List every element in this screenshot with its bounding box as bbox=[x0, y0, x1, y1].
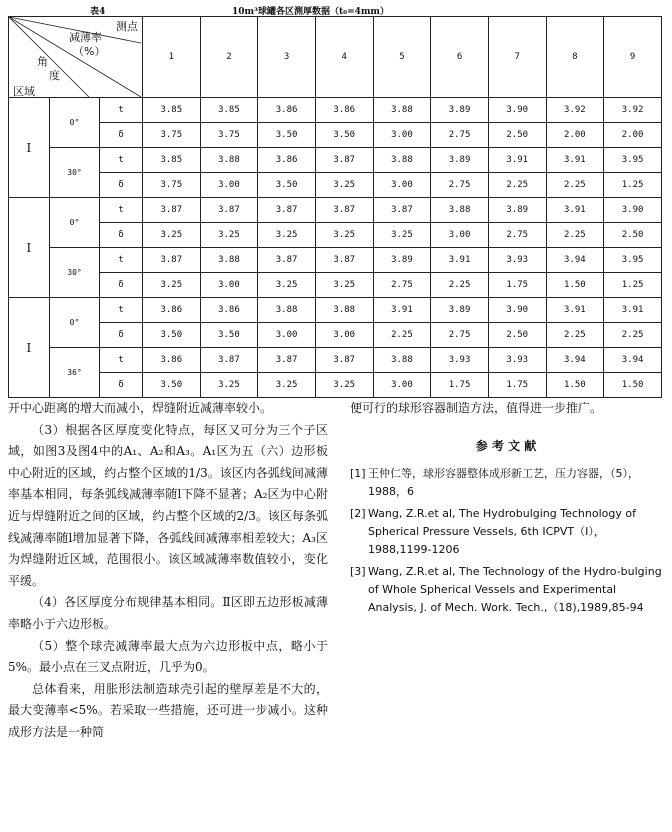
reference-number: [1] bbox=[350, 467, 366, 481]
zone-label: I bbox=[9, 98, 50, 198]
table-cell: 3.50 bbox=[258, 173, 316, 198]
reference-number: [3] bbox=[350, 565, 366, 579]
table-cell: 2.75 bbox=[431, 323, 489, 348]
angle-label: 0° bbox=[49, 298, 100, 348]
table-cell: 3.93 bbox=[431, 348, 489, 373]
table-cell: 3.25 bbox=[142, 223, 200, 248]
table-cell: 3.93 bbox=[488, 248, 546, 273]
table-cell: 3.87 bbox=[258, 248, 316, 273]
table-cell: 3.25 bbox=[315, 373, 373, 398]
table-cell: 3.87 bbox=[315, 198, 373, 223]
zone-label: I bbox=[9, 198, 50, 298]
table-cell: 1.50 bbox=[546, 373, 604, 398]
table-cell: 2.75 bbox=[373, 273, 431, 298]
table-cell: 3.92 bbox=[546, 98, 604, 123]
table-row bbox=[9, 323, 662, 348]
table-cell: 3.87 bbox=[142, 198, 200, 223]
header-points: 测点 bbox=[115, 20, 138, 33]
table-cell: 3.94 bbox=[546, 348, 604, 373]
table-cell: 3.88 bbox=[373, 98, 431, 123]
table-cell: 3.88 bbox=[315, 298, 373, 323]
table-cell: 2.25 bbox=[546, 173, 604, 198]
table-cell: 2.25 bbox=[373, 323, 431, 348]
point-header: 8 bbox=[546, 17, 604, 98]
table-cell: 3.25 bbox=[315, 223, 373, 248]
table-cell: 3.87 bbox=[200, 198, 258, 223]
table-cell: 3.88 bbox=[373, 148, 431, 173]
row-symbol: t bbox=[100, 198, 143, 223]
reference-item bbox=[350, 465, 662, 501]
row-symbol: δ bbox=[100, 223, 143, 248]
point-header: 5 bbox=[373, 17, 431, 98]
table-cell: 3.91 bbox=[546, 198, 604, 223]
angle-label: 0° bbox=[49, 98, 100, 148]
table-cell: 3.25 bbox=[315, 173, 373, 198]
table-cell: 3.89 bbox=[373, 248, 431, 273]
table-cell: 3.00 bbox=[200, 173, 258, 198]
table-cell: 3.75 bbox=[200, 123, 258, 148]
table-cell: 1.25 bbox=[604, 173, 662, 198]
table-cell: 3.90 bbox=[488, 298, 546, 323]
table-header-row bbox=[9, 17, 662, 98]
table-cell: 3.75 bbox=[142, 123, 200, 148]
table-row bbox=[9, 373, 662, 398]
table-row bbox=[9, 223, 662, 248]
row-symbol: δ bbox=[100, 323, 143, 348]
table-cell: 3.75 bbox=[142, 173, 200, 198]
table-cell: 3.50 bbox=[258, 123, 316, 148]
table-cell: 2.25 bbox=[488, 173, 546, 198]
table-cell: 3.50 bbox=[142, 323, 200, 348]
table-cell: 3.25 bbox=[315, 273, 373, 298]
table-cell: 3.91 bbox=[431, 248, 489, 273]
row-symbol: δ bbox=[100, 123, 143, 148]
body-paragraph: 开中心距离的增大而减小，焊缝附近减薄率较小。 bbox=[8, 401, 273, 415]
reference-text: Wang, Z.R.et al, The Technology of the Hydro-bulging of Whole Spherical Vessels and Experimental Analysis, J. of Mech. Work. Tech.,（18),1989,85-94 bbox=[368, 565, 662, 615]
row-symbol: t bbox=[100, 98, 143, 123]
right-text-column bbox=[350, 398, 662, 621]
point-header: 7 bbox=[488, 17, 546, 98]
table-cell: 3.00 bbox=[258, 323, 316, 348]
table-cell: 3.88 bbox=[200, 148, 258, 173]
table-cell: 2.75 bbox=[488, 223, 546, 248]
table-cell: 3.94 bbox=[546, 248, 604, 273]
row-symbol: t bbox=[100, 248, 143, 273]
table-cell: 3.91 bbox=[604, 298, 662, 323]
table-row bbox=[9, 123, 662, 148]
table-cell: 3.50 bbox=[142, 373, 200, 398]
point-header: 4 bbox=[315, 17, 373, 98]
point-header: 1 bbox=[142, 17, 200, 98]
table-cell: 2.00 bbox=[604, 123, 662, 148]
table-row bbox=[9, 98, 662, 123]
header-region: 区域 bbox=[13, 85, 35, 98]
table-cell: 3.89 bbox=[488, 198, 546, 223]
table-cell: 2.25 bbox=[604, 323, 662, 348]
table-cell: 3.90 bbox=[604, 198, 662, 223]
table-cell: 2.25 bbox=[431, 273, 489, 298]
table-cell: 3.87 bbox=[258, 198, 316, 223]
table-cell: 3.95 bbox=[604, 248, 662, 273]
right-paragraph: 便可行的球形容器制造方法，值得进一步推广。 bbox=[350, 401, 603, 415]
table-cell: 3.91 bbox=[373, 298, 431, 323]
angle-label: 30° bbox=[49, 248, 100, 298]
body-paragraph: （4）各区厚度分布规律基本相同。Ⅱ区即五边形板减薄率略小于六边形板。 bbox=[8, 595, 328, 631]
table-title: 10m³球罐各区测厚数据（t₀=4mm） bbox=[232, 7, 389, 17]
table-row bbox=[9, 348, 662, 373]
angle-label: 30° bbox=[49, 148, 100, 198]
table-cell: 3.25 bbox=[258, 273, 316, 298]
row-symbol: δ bbox=[100, 273, 143, 298]
row-symbol: δ bbox=[100, 173, 143, 198]
table-cell: 3.93 bbox=[488, 348, 546, 373]
table-cell: 3.89 bbox=[431, 98, 489, 123]
table-row bbox=[9, 173, 662, 198]
table-cell: 3.86 bbox=[258, 98, 316, 123]
row-symbol: t bbox=[100, 298, 143, 323]
zone-label: I bbox=[9, 298, 50, 398]
table-cell: 3.50 bbox=[200, 323, 258, 348]
table-cell: 3.91 bbox=[488, 148, 546, 173]
table-cell: 3.90 bbox=[488, 98, 546, 123]
table-cell: 3.87 bbox=[373, 198, 431, 223]
row-symbol: δ bbox=[100, 373, 143, 398]
table-cell: 1.50 bbox=[546, 273, 604, 298]
table-cell: 3.95 bbox=[604, 148, 662, 173]
table-body bbox=[9, 98, 662, 398]
references-list bbox=[350, 465, 662, 617]
header-angle-2: 度 bbox=[49, 69, 60, 82]
table-cell: 2.50 bbox=[488, 123, 546, 148]
table-cell: 3.86 bbox=[142, 348, 200, 373]
table-cell: 3.85 bbox=[142, 148, 200, 173]
table-cell: 3.25 bbox=[373, 223, 431, 248]
table-cell: 2.00 bbox=[546, 123, 604, 148]
table-cell: 3.00 bbox=[315, 323, 373, 348]
table-cell: 3.86 bbox=[142, 298, 200, 323]
table-cell: 3.94 bbox=[604, 348, 662, 373]
left-text-column bbox=[8, 398, 328, 744]
table-cell: 3.88 bbox=[200, 248, 258, 273]
table-cell: 3.88 bbox=[258, 298, 316, 323]
table-cell: 3.25 bbox=[200, 223, 258, 248]
table-cell: 3.25 bbox=[258, 373, 316, 398]
table-cell: 3.87 bbox=[315, 348, 373, 373]
table-cell: 3.87 bbox=[200, 348, 258, 373]
table-cell: 3.87 bbox=[258, 348, 316, 373]
table-cell: 3.91 bbox=[546, 298, 604, 323]
table-cell: 3.87 bbox=[142, 248, 200, 273]
table-cell: 2.25 bbox=[546, 223, 604, 248]
table-cell: 3.87 bbox=[315, 248, 373, 273]
header-rate: 减薄率 bbox=[69, 31, 102, 44]
body-paragraph: 总体看来，用胀形法制造球壳引起的壁厚差是不大的，最大变薄率<5%。若采取一些措施，还可进一步减小。这种成形方法是一种简 bbox=[8, 681, 328, 739]
table-cell: 1.75 bbox=[488, 373, 546, 398]
table-row bbox=[9, 148, 662, 173]
body-paragraph: （5）整个球壳减薄率最大点为六边形板中点，略小于5%。最小点在三叉点附近，几乎为0。 bbox=[8, 638, 328, 675]
references-title: 参 考 文 献 bbox=[475, 438, 537, 453]
reference-text: Wang, Z.R.et al, The Hydrobulging Technology of Spherical Pressure Vessels, 6th ICPVT（Ⅰ），1988,1199-1206 bbox=[368, 507, 636, 557]
table-cell: 3.85 bbox=[200, 98, 258, 123]
point-header: 6 bbox=[431, 17, 489, 98]
table-cell: 3.86 bbox=[258, 148, 316, 173]
table-cell: 3.88 bbox=[373, 348, 431, 373]
reference-number: [2] bbox=[350, 507, 366, 521]
table-corner-header bbox=[9, 17, 143, 98]
table-cell: 1.75 bbox=[431, 373, 489, 398]
table-cell: 3.91 bbox=[546, 148, 604, 173]
table-cell: 2.50 bbox=[604, 223, 662, 248]
table-cell: 2.25 bbox=[546, 323, 604, 348]
table-cell: 3.86 bbox=[200, 298, 258, 323]
header-angle-1: 角 bbox=[37, 55, 48, 68]
table-cell: 3.50 bbox=[315, 123, 373, 148]
table-cell: 3.00 bbox=[373, 173, 431, 198]
table-cell: 3.00 bbox=[431, 223, 489, 248]
body-paragraph: （3）根据各区厚度变化特点，每区又可分为三个子区域，如图3及图4中的A₁、A₂和A₃。A₁区为五（六）边形板中心附近的区域，约占整个区域的1/3。该区内各弧线间减薄率基本相同，每条弧线减薄率随l下降不显著；A₂区为中心附近与焊缝附近之间的区域，约占整个区域的2/3。该区每条弧线减薄率随l增加显著下降，各弧线间减薄率相差较大；A₃区为焊缝附近区域，范围很小。该区域减薄率数值较小，变化平缓。 bbox=[8, 422, 328, 588]
table-cell: 3.00 bbox=[200, 273, 258, 298]
table-cell: 3.86 bbox=[315, 98, 373, 123]
table-cell: 1.25 bbox=[604, 273, 662, 298]
point-header: 9 bbox=[604, 17, 662, 98]
table-cell: 2.75 bbox=[431, 173, 489, 198]
table-cell: 3.85 bbox=[142, 98, 200, 123]
table-cell: 2.75 bbox=[431, 123, 489, 148]
table-cell: 3.00 bbox=[373, 373, 431, 398]
table-row bbox=[9, 198, 662, 223]
table-cell: 3.89 bbox=[431, 148, 489, 173]
point-header: 2 bbox=[200, 17, 258, 98]
reference-item bbox=[350, 505, 662, 559]
table-cell: 3.87 bbox=[315, 148, 373, 173]
reference-item bbox=[350, 563, 662, 617]
angle-label: 36° bbox=[49, 348, 100, 398]
row-symbol: t bbox=[100, 348, 143, 373]
angle-label: 0° bbox=[49, 198, 100, 248]
table-cell: 3.25 bbox=[142, 273, 200, 298]
table-number: 表4 bbox=[90, 7, 106, 17]
table-row bbox=[9, 298, 662, 323]
table-cell: 2.50 bbox=[488, 323, 546, 348]
thickness-data-table bbox=[8, 16, 662, 398]
table-cell: 3.88 bbox=[431, 198, 489, 223]
table-cell: 3.92 bbox=[604, 98, 662, 123]
table-cell: 3.89 bbox=[431, 298, 489, 323]
table-cell: 3.25 bbox=[200, 373, 258, 398]
table-row bbox=[9, 273, 662, 298]
table-cell: 1.75 bbox=[488, 273, 546, 298]
table-row bbox=[9, 248, 662, 273]
table-cell: 3.25 bbox=[258, 223, 316, 248]
header-rate-unit: （%） bbox=[73, 45, 106, 58]
row-symbol: t bbox=[100, 148, 143, 173]
reference-text: 王仲仁等，球形容器整体成形新工艺，压力容器，（5），1988，6 bbox=[368, 467, 639, 499]
point-header: 3 bbox=[258, 17, 316, 98]
table-cell: 1.50 bbox=[604, 373, 662, 398]
table-cell: 3.00 bbox=[373, 123, 431, 148]
